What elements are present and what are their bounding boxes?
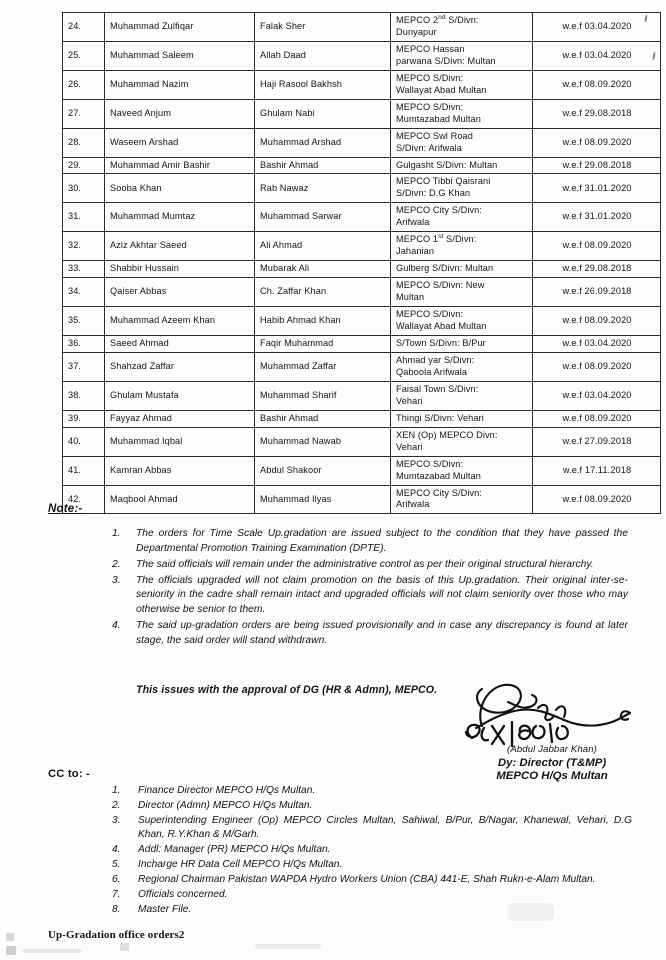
table-row	[63, 128, 661, 157]
cell-office: Faisal Town S/Divn: Vehari	[391, 381, 533, 410]
table-row	[63, 41, 661, 70]
cell-office-line2: Vehari	[396, 441, 423, 452]
cell-effective-date: w.e.f 31.01.2020	[533, 174, 661, 203]
cc-item	[112, 784, 632, 798]
scan-speckle	[255, 944, 321, 949]
cell-serial: 28.	[63, 128, 105, 157]
cell-office-line2: Jahanian	[396, 246, 435, 257]
cell-office-line2: S/Divn: Arifwala	[396, 142, 462, 153]
cell-employee-name: Shabbir Hussain	[105, 261, 255, 278]
cell-effective-date: w.e.f 03.04.2020	[533, 41, 661, 70]
cell-father-name: Falak Sher	[255, 13, 391, 42]
cell-father-name: Ch. Zaffar Khan	[255, 278, 391, 307]
cell-father-name: Muhammad Nawab	[255, 427, 391, 456]
note-item-text: The orders for Time Scale Up.gradation are issued subject to the condition that they have passed the Departmental Promotion Training Examination (DPTE).	[136, 528, 628, 554]
ordinal-superscript: st	[438, 233, 444, 241]
signatory-title: Dy: Director (T&MP)	[497, 757, 607, 769]
cell-office: MEPCO S/Divn: Mumtazabad Multan	[391, 456, 533, 485]
cc-item-text: Finance Director MEPCO H/Qs Multan.	[138, 785, 316, 796]
note-item	[112, 574, 628, 618]
cc-item-number: 5.	[112, 859, 121, 871]
cell-father-name: Haji Rasool Bakhsh	[255, 70, 391, 99]
cc-item-text: Superintending Engineer (Op) MEPCO Circles Multan, Sahiwal, B/Pur, B/Nagar, Khanewal, Vehari, D.G Khan, R.Y.Khan & M/Garh.	[138, 814, 632, 841]
cell-office: MEPCO S/Divn: Wallayat Abad Multan	[391, 307, 533, 336]
scan-speckle	[120, 943, 129, 951]
employee-roster-table	[62, 12, 661, 514]
cc-list	[112, 784, 632, 918]
cell-serial: 30.	[63, 174, 105, 203]
cc-item-text: Director (Admn) MEPCO H/Qs Multan.	[138, 799, 313, 811]
cell-office: Gulgasht S/Divn: Multan	[391, 157, 533, 174]
cc-item-text: Incharge HR Data Cell MEPCO H/Qs Multan.	[138, 859, 343, 871]
table-row	[63, 456, 661, 485]
cell-serial: 42.	[63, 485, 105, 514]
table-row	[63, 174, 661, 203]
cell-office-line2: Mumtazabad Multan	[396, 113, 481, 124]
cell-effective-date: w.e.f 29.08.2018	[533, 99, 661, 128]
cell-office-line2: Wallayat Abad Multan	[396, 321, 487, 332]
cell-office: MEPCO City S/Divn: Arifwala	[391, 485, 533, 514]
cc-heading: CC to: -	[48, 768, 90, 780]
cell-office: Ahmad yar S/Divn: Qaboola Arifwala	[391, 352, 533, 381]
note-item	[112, 619, 628, 648]
cell-employee-name: Muhammad Zulfiqar	[105, 13, 255, 42]
table-row	[63, 261, 661, 278]
cell-employee-name: Muhammad Saleem	[105, 41, 255, 70]
cell-office-line2: Vehari	[396, 395, 423, 406]
cell-effective-date: w.e.f 03.04.2020	[533, 13, 661, 42]
cell-serial: 31.	[63, 203, 105, 232]
cell-effective-date: w.e.f 08.09.2020	[533, 410, 661, 427]
cell-office: MEPCO S/Divn: Wallayat Abad Multan	[391, 70, 533, 99]
note-item-number: 4.	[112, 620, 121, 632]
cc-item	[112, 814, 632, 843]
cell-serial: 32.	[63, 232, 105, 261]
cell-effective-date: w.e.f 03.04.2020	[533, 381, 661, 410]
cell-serial: 37.	[63, 352, 105, 381]
signatory-name: (Abdul Jabbar Khan)	[507, 744, 597, 755]
cc-item-number: 4.	[112, 844, 121, 856]
cell-father-name: Muhammad Ilyas	[255, 485, 391, 514]
cell-effective-date: w.e.f 29.08.2018	[533, 261, 661, 278]
note-item	[112, 558, 628, 573]
cell-effective-date: w.e.f 27.09.2018	[533, 427, 661, 456]
cell-office-line2: Mumtazabad Multan	[396, 470, 481, 481]
cell-office: MEPCO S/Divn: New Multan	[391, 278, 533, 307]
cc-item-text: Addl: Manager (PR) MEPCO H/Qs Multan.	[138, 844, 331, 856]
cell-father-name: Habib Ahmad Khan	[255, 307, 391, 336]
cell-office-line2: Multan	[396, 292, 425, 303]
cell-employee-name: Muhammad Azeem Khan	[105, 307, 255, 336]
table-row	[63, 278, 661, 307]
cc-item-number: 2.	[112, 799, 121, 811]
table-row	[63, 410, 661, 427]
cell-serial: 38.	[63, 381, 105, 410]
note-item-text: The said up-gradation orders are being issued provisionally and in case any discrepancy is found at later stage, the said order will stand withdrawn.	[136, 620, 628, 646]
cell-father-name: Bashir Ahmad	[255, 157, 391, 174]
cell-office-line2: Wallayat Abad Multan	[396, 84, 487, 95]
cell-office-line2: S/Divn: D.G Khan	[396, 188, 471, 199]
cc-item-number: 3.	[112, 814, 121, 826]
cell-office-line2: Dunyapur	[396, 26, 437, 37]
scan-speckle	[508, 903, 554, 921]
scan-speckle	[22, 949, 82, 953]
cell-employee-name: Muhammad Nazim	[105, 70, 255, 99]
cell-employee-name: Aziz Akhtar Saeed	[105, 232, 255, 261]
cell-employee-name: Fayyaz Ahmad	[105, 410, 255, 427]
cell-employee-name: Qaiser Abbas	[105, 278, 255, 307]
cc-item-text: Master File.	[138, 904, 192, 916]
employee-roster-table-container	[62, 12, 632, 514]
table-row	[63, 157, 661, 174]
cell-office: MEPCO 2nd S/Divn: Dunyapur	[391, 13, 533, 42]
cell-serial: 41.	[63, 456, 105, 485]
table-row	[63, 70, 661, 99]
cell-employee-name: Sooba Khan	[105, 174, 255, 203]
cc-item-number: 1.	[112, 785, 121, 796]
cell-employee-name: Maqbool Ahmad	[105, 485, 255, 514]
handwritten-signature-icon	[446, 680, 646, 752]
cell-serial: 25.	[63, 41, 105, 70]
cell-employee-name: Naveed Anjum	[105, 99, 255, 128]
roster-table-body	[63, 13, 661, 514]
cell-effective-date: w.e.f 08.09.2020	[533, 128, 661, 157]
note-item-number: 3.	[112, 574, 121, 586]
cc-item	[112, 873, 632, 887]
cc-item-text: Regional Chairman Pakistan WAPDA Hydro Workers Union (CBA) 441-E, Shah Rukn-e-Alam Multan.	[138, 874, 596, 886]
note-item-number: 1.	[112, 528, 121, 539]
cell-father-name: Rab Nawaz	[255, 174, 391, 203]
note-list	[112, 527, 628, 650]
cell-office: MEPCO Swl Road S/Divn: Arifwala	[391, 128, 533, 157]
footer-reference: Up-Gradation office orders2	[48, 929, 185, 941]
cell-father-name: Bashir Ahmad	[255, 410, 391, 427]
cell-serial: 36.	[63, 335, 105, 352]
cc-item	[112, 903, 632, 917]
cell-office: Gulberg S/Divn: Multan	[391, 261, 533, 278]
table-row	[63, 13, 661, 42]
signatory-organization: MEPCO H/Qs Multan	[496, 770, 608, 782]
cell-office: MEPCO Hassan parwana S/Divn: Multan	[391, 41, 533, 70]
cell-office-line2: parwana S/Divn: Multan	[396, 55, 496, 66]
cell-employee-name: Saeed Ahmad	[105, 335, 255, 352]
cell-father-name: Muhammad Sharif	[255, 381, 391, 410]
approval-statement: This issues with the approval of DG (HR & Admn), MEPCO.	[136, 684, 438, 696]
cc-item-number: 6.	[112, 874, 121, 886]
cell-office: XEN (Op) MEPCO Divn: Vehari	[391, 427, 533, 456]
cell-father-name: Ghulam Nabi	[255, 99, 391, 128]
cell-effective-date: w.e.f 17.11.2018	[533, 456, 661, 485]
table-row	[63, 335, 661, 352]
cell-father-name: Abdul Shakoor	[255, 456, 391, 485]
cc-item	[112, 799, 632, 813]
cell-serial: 27.	[63, 99, 105, 128]
cell-office: MEPCO City S/Divn: Arifwala	[391, 203, 533, 232]
cell-serial: 40.	[63, 427, 105, 456]
note-item-number: 2.	[112, 558, 121, 570]
cell-effective-date: w.e.f 08.09.2020	[533, 352, 661, 381]
table-row	[63, 427, 661, 456]
cell-serial: 24.	[63, 13, 105, 42]
cell-father-name: Allah Daad	[255, 41, 391, 70]
table-row	[63, 352, 661, 381]
table-row	[63, 99, 661, 128]
cc-item-text: Officials concerned.	[138, 889, 228, 901]
note-item	[112, 527, 628, 556]
cell-employee-name: Muhammad Mumtaz	[105, 203, 255, 232]
cell-father-name: Mubarak Ali	[255, 261, 391, 278]
cell-office-line2: Qaboola Arifwala	[396, 366, 468, 377]
cc-item-number: 8.	[112, 904, 121, 916]
note-item-text: The said officials will remain under the administrative control as per their original structural hierarchy.	[136, 558, 594, 570]
cc-item	[112, 858, 632, 872]
table-row	[63, 232, 661, 261]
cc-item	[112, 888, 632, 902]
cell-office: S/Town S/Divn: B/Pur	[391, 335, 533, 352]
cell-employee-name: Waseem Arshad	[105, 128, 255, 157]
cell-employee-name: Muhammad Amir Bashir	[105, 157, 255, 174]
cell-effective-date: w.e.f 08.09.2020	[533, 485, 661, 514]
cell-effective-date: w.e.f 31.01.2020	[533, 203, 661, 232]
cell-employee-name: Ghulam Mustafa	[105, 381, 255, 410]
note-item-text: The officials upgraded will not claim promotion on the basis of this Up.gradation. Their original inter-se-seniority in the cadre shall remain intact and upgraded officials will not claim seniority over those who may otherwise be senior to them.	[136, 574, 628, 616]
cell-father-name: Muhammad Sarwar	[255, 203, 391, 232]
cell-office-line2: Arifwala	[396, 217, 430, 228]
table-row	[63, 203, 661, 232]
cc-item-number: 7.	[112, 889, 121, 901]
cell-serial: 26.	[63, 70, 105, 99]
cell-father-name: Ali Ahmad	[255, 232, 391, 261]
signature-block	[452, 690, 652, 782]
cell-father-name: Faqir Muhammad	[255, 335, 391, 352]
cell-serial: 34.	[63, 278, 105, 307]
scan-speckle	[6, 933, 14, 941]
cell-office: Thingi S/Divn: Vehari	[391, 410, 533, 427]
cell-employee-name: Kamran Abbas	[105, 456, 255, 485]
table-row	[63, 381, 661, 410]
cell-father-name: Muhammad Arshad	[255, 128, 391, 157]
cell-effective-date: w.e.f 08.09.2020	[533, 307, 661, 336]
cell-effective-date: w.e.f 29.08.2018	[533, 157, 661, 174]
cell-effective-date: w.e.f 08.09.2020	[533, 70, 661, 99]
cell-serial: 39.	[63, 410, 105, 427]
cell-office: MEPCO S/Divn: Mumtazabad Multan	[391, 99, 533, 128]
note-heading: Note:-	[48, 503, 83, 515]
ordinal-superscript: nd	[438, 13, 446, 21]
table-row	[63, 307, 661, 336]
cell-serial: 29.	[63, 157, 105, 174]
cell-employee-name: Shahzad Zaffar	[105, 352, 255, 381]
cell-office-line2: Arifwala	[396, 499, 430, 510]
scan-speckle	[6, 946, 16, 955]
cell-serial: 33.	[63, 261, 105, 278]
cc-item	[112, 843, 632, 857]
cell-father-name: Muhammad Zaffar	[255, 352, 391, 381]
table-row	[63, 485, 661, 514]
cell-serial: 35.	[63, 307, 105, 336]
cell-employee-name: Muhammad Iqbal	[105, 427, 255, 456]
cell-effective-date: w.e.f 26.09.2018	[533, 278, 661, 307]
cell-effective-date: w.e.f 08.09.2020	[533, 232, 661, 261]
cell-effective-date: w.e.f 03.04.2020	[533, 335, 661, 352]
cell-office: MEPCO Tibbi Qaisrani S/Divn: D.G Khan	[391, 174, 533, 203]
cell-office: MEPCO 1st S/Divn: Jahanian	[391, 232, 533, 261]
